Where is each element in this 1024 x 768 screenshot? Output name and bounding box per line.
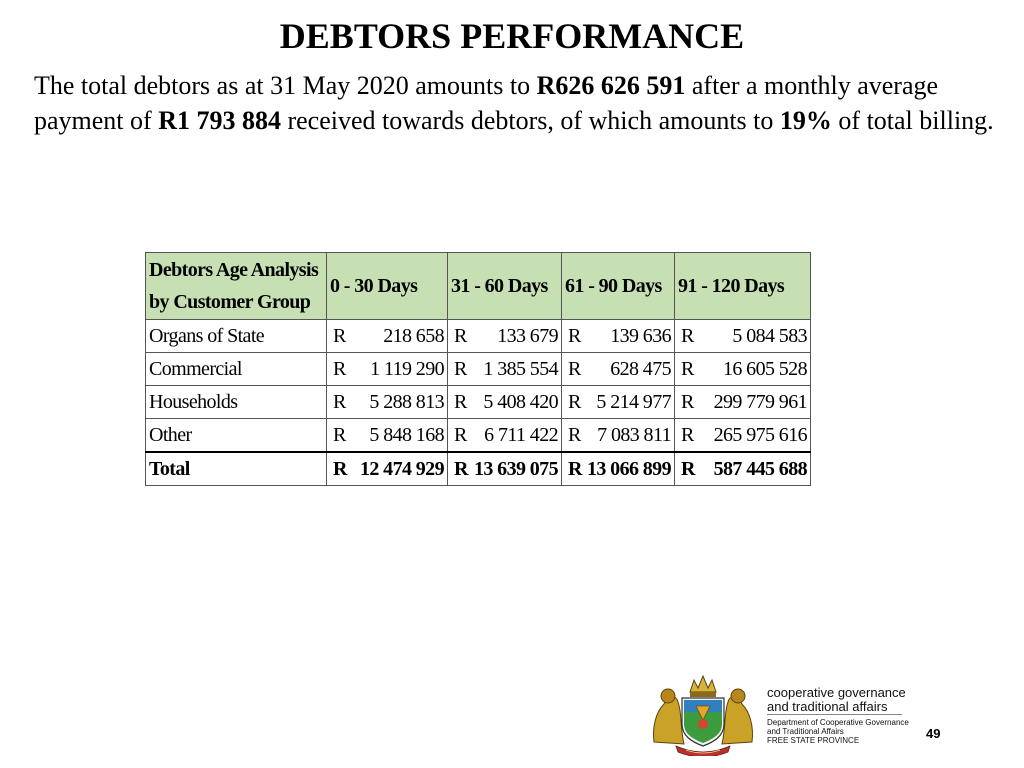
- sub-line-1: Department of Cooperative Governance: [767, 718, 909, 727]
- cell-value: R 139 636: [562, 320, 675, 353]
- intro-text-2: after a monthly average payment of: [34, 71, 939, 135]
- department-wordmark: [767, 686, 906, 714]
- cell-value: R 265 975 616: [675, 419, 811, 453]
- total-value: R 12 474 929: [327, 452, 448, 486]
- total-debtors-amount: R626 626 591: [536, 71, 686, 100]
- intro-text-3: received towards debtors, of which amounts to: [280, 106, 780, 135]
- header-91-120-days: 91 - 120 Days: [675, 253, 811, 320]
- table-row: [146, 386, 811, 419]
- sub-line-3: FREE STATE PROVINCE: [767, 736, 860, 745]
- table-header-row: [146, 253, 811, 320]
- cell-value: R 1 119 290: [327, 353, 448, 386]
- cell-value: R 5 214 977: [562, 386, 675, 419]
- total-value: R 587 445 688: [675, 452, 811, 486]
- total-label: Total: [146, 452, 327, 486]
- cell-value: R 299 779 961: [675, 386, 811, 419]
- table-row: [146, 320, 811, 353]
- page-title: DEBTORS PERFORMANCE: [279, 16, 745, 56]
- cell-value: R 7 083 811: [562, 419, 675, 453]
- intro-paragraph: [34, 68, 994, 138]
- header-61-90-days: 61 - 90 Days: [562, 253, 675, 320]
- header-0-30-days: 0 - 30 Days: [327, 253, 448, 320]
- table-row: [146, 353, 811, 386]
- billing-percentage: 19%: [779, 106, 832, 135]
- footer-divider: [767, 714, 902, 715]
- dept-line-1: cooperative governance: [767, 685, 906, 700]
- cell-value: R 5 084 583: [675, 320, 811, 353]
- row-label: Households: [146, 386, 327, 419]
- row-label: Other: [146, 419, 327, 453]
- cell-value: R 5 288 813: [327, 386, 448, 419]
- table-row: [146, 419, 811, 453]
- header-31-60-days: 31 - 60 Days: [448, 253, 562, 320]
- dept-line-2: and traditional affairs: [767, 699, 888, 714]
- total-value: R 13 066 899: [562, 452, 675, 486]
- header-customer-group: Debtors Age Analysis by Customer Group: [146, 253, 327, 320]
- cell-value: R 5 848 168: [327, 419, 448, 453]
- debtors-age-analysis-table: [145, 252, 811, 486]
- cell-value: R 218 658: [327, 320, 448, 353]
- cell-value: R 628 475: [562, 353, 675, 386]
- sub-line-2: and Traditional Affairs: [767, 727, 844, 736]
- cell-value: R 6 711 422: [448, 419, 562, 453]
- cell-value: R 5 408 420: [448, 386, 562, 419]
- intro-text-1: The total debtors as at 31 May 2020 amounts to: [34, 71, 537, 100]
- row-label: Organs of State: [146, 320, 327, 353]
- total-value: R 13 639 075: [448, 452, 562, 486]
- cell-value: R 1 385 554: [448, 353, 562, 386]
- cell-value: R 16 605 528: [675, 353, 811, 386]
- cell-value: R 133 679: [448, 320, 562, 353]
- department-subtitle: [767, 718, 909, 745]
- page-number: 49: [926, 726, 941, 741]
- row-label: Commercial: [146, 353, 327, 386]
- monthly-payment-amount: R1 793 884: [158, 106, 281, 135]
- table-total-row: [146, 452, 811, 486]
- intro-text-4: of total billing.: [831, 106, 994, 135]
- free-state-coat-of-arms-icon: [648, 672, 758, 756]
